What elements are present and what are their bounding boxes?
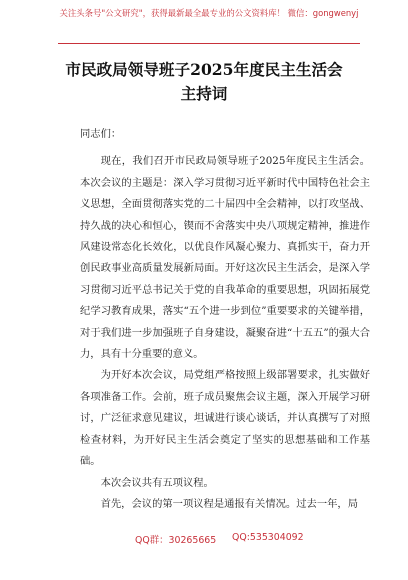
title-line-2: 主持词 (180, 84, 228, 103)
page-header (58, 8, 360, 44)
header-divider (58, 43, 360, 44)
paragraph: 首先，会议的第一项议程是通报有关情况。过去一年，局 (100, 497, 359, 510)
paragraph: 现在，我们召开市民政局领导班子2025年度民主生活会。本次会议的主题是：深入学习贯彻习近平新时代中国特色社会主义思想，全面贯彻落实党的二十届四中全会精神，以打攻坚战、持久战的决心和恒心，锲而不舍落实中央八项规定精神，推进作风建设常态化长效化，以优良作风凝心聚力、真抓实干，奋力开创民政事业高质量发展新局面。开好这次民主生活会，是深入学习贯彻习近平总书记关于党的自我革命的重要思想，巩固拓展党纪学习教育成果，落实“五个进一步到位”重要要求的关键举措，对于我们进一步加强班子自身建设，凝聚奋进“十五五”的强大合力，具有十分重要的意义。 (80, 155, 370, 361)
paragraph: 为开好本次会议，局党组严格按照上级部署要求，扎实做好各项准备工作。会前，班子成员聚焦会议主题，深入开展学习研讨，广泛征求意见建议，坦诚进行谈心谈话，并认真撰写了对照检查材料，为开好民主生活会奠定了坚实的思想基础和工作基础。 (80, 369, 370, 468)
title-line-1: 市民政局领导班子2025年度民主生活会 (65, 60, 343, 79)
footer-qq-group: QQ群：30265665 (135, 535, 217, 546)
document-body (80, 124, 370, 515)
document-title (50, 58, 358, 106)
header-banner: 关注头条号"公文研究"，获得最新最全最专业的公文资料库！ 微信：gongwenyj (59, 8, 359, 18)
salutation: 同志们： (80, 128, 122, 140)
paragraph: 本次会议共有五项议程。 (100, 476, 214, 489)
footer-qq: QQ:535304092 (232, 532, 304, 543)
